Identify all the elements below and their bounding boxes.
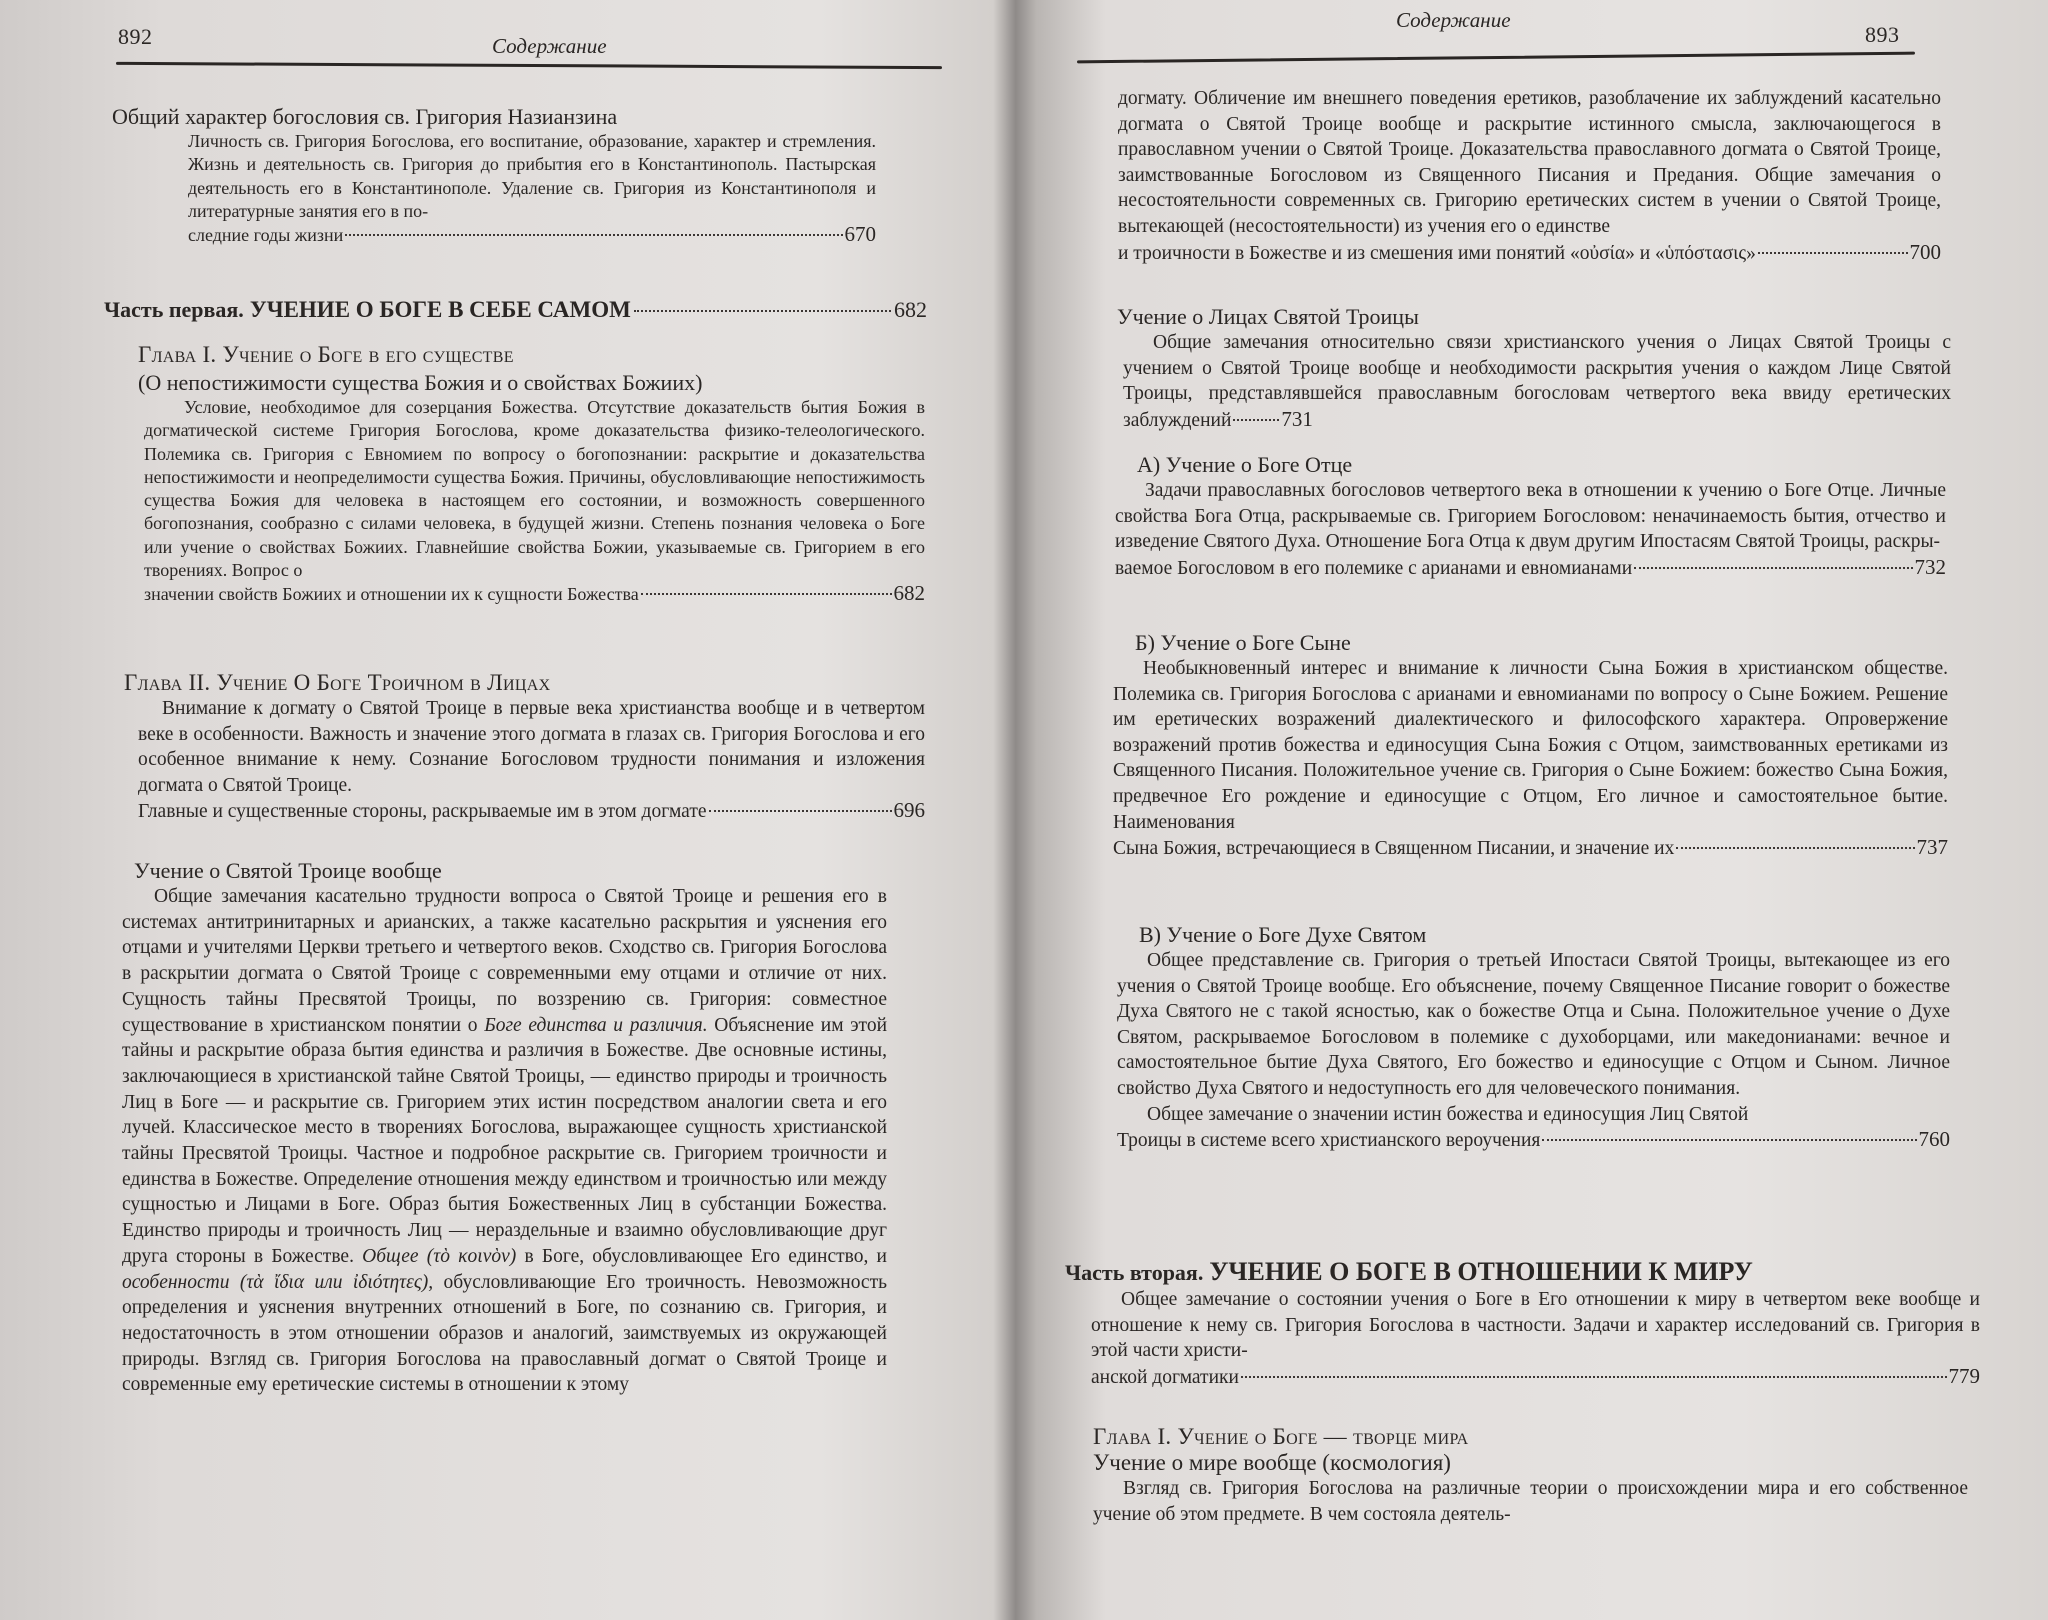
toc-entry xyxy=(1115,452,1946,581)
page-ref: 732 xyxy=(1914,554,1946,579)
toc-part[interactable] xyxy=(104,296,927,324)
page-ref: 670 xyxy=(844,222,876,247)
page-ref: 737 xyxy=(1916,835,1948,860)
toc-entry xyxy=(112,104,890,247)
page-number: 892 xyxy=(118,24,153,49)
toc-entry xyxy=(1093,1424,1968,1527)
entry-heading: Учение о Святой Троице вообще xyxy=(134,858,442,883)
toc-entry xyxy=(1117,922,1950,1154)
entry-last-line: анской догматики 779 xyxy=(1091,1363,1980,1388)
entry-text: Общее замечание о значении истин божества и единосущия Лиц Святой Троицы в системе всего христианского вероучения 760 xyxy=(1117,1102,1950,1154)
entry-text: догмату. Обличение им внешнего поведения еретиков, разоблачение их заблуждений касательно догмата о Святой Троице вообще и раскрытие истинного смысла, заключающегося в православном учении о Святой Троице. Доказательства православного догмата о Святой Троице, заимствованные Богословом из Священного Писания и Предания. Общие замечания о несостоятельности современных св. Григорию еретических систем в учении о Святой Троице, вытекающей (несостоятельности) из учения его о единстве и троичности в Божестве и из смешения ими понятий «οὐσία» и «ὑπόστασις» 700 xyxy=(1118,86,1941,266)
chapter-subtitle: Учение о мире вообще (космология) xyxy=(1093,1450,1451,1475)
entry-text: Задачи православных богословов четвертого века в отношении к учению о Боге Отце. Личные свойства Бога Отца, раскрываемые св. Григорием Богословом: неначинаемость бытия, отчество и изведение Святого Духа. Отношение Бога Отца к двум другим Ипостасям Святой Троицы, раскры- ваемое Богословом в его полемике с арианами и евномианами 732 xyxy=(1115,478,1946,581)
right-page xyxy=(1055,0,2048,1620)
running-head: Содержание xyxy=(492,34,607,58)
toc-entry xyxy=(122,858,887,1398)
entry-text: Условие, необходимое для созерцания Божества. Отсутствие доказательств бытия Божия в догматической системе Григория Богослова, кроме доказательства физико-телеологического. Полемика св. Григория с Евномием по вопросу о богопознании: раскрытие и доказательства непостижимости и неопределимости существа Божия. Причины, обусловливающие непостижимость существа Божия для человека в настоящем его состоянии, и возможность совершенного богопознания, сообразно с силами человека, в будущей жизни. Степень познания человека о Боге или учение о свойствах Божиих. Главнейшие свойства Божии, указываемые св. Григорием в его творениях. Вопрос о значении свойств Божиих и отношении их к сущности Божества 682 xyxy=(144,397,925,606)
toc-entry xyxy=(1117,304,1951,433)
chapter-title: Глава I. Учение о Боге в его существе xyxy=(138,342,514,367)
entry-last-line: ваемое Богословом в его полемике с арианами и евномианами 732 xyxy=(1115,554,1946,579)
part-label: Часть первая. xyxy=(104,297,244,322)
toc-entry xyxy=(1118,86,1941,266)
entry-last-line: Сына Божия, встречающиеся в Священном Писании, и значение их 737 xyxy=(1113,835,1948,860)
entry-heading: Общий характер богословия св. Григория Назианзина xyxy=(112,104,618,129)
entry-heading: Учение о Лицах Святой Троицы xyxy=(1117,304,1419,329)
entry-heading: В) Учение о Боге Духе Святом xyxy=(1139,922,1427,947)
header-rule xyxy=(116,62,942,69)
toc-part[interactable] xyxy=(1065,1258,1980,1390)
page-ref: 696 xyxy=(893,798,925,823)
entry-text: Общее представление св. Григория о третьей Ипостаси Святой Троицы, вытекающее из его учения о Святой Троице вообще. Его объяснение, почему Священное Писание говорит о божестве Духа Святого не с такой ясностью, как о божестве Отца и Сына. Положительное учение о Духе Святом, раскрываемое Богословом в полемике с духоборцами, или македонианами: вечное и самостоятельное бытие Духа Святого, Его божество и единосущие с Отцом и Сыном. Личное свойство Духа Святого и недоступность его для человеческого понимания. xyxy=(1117,950,1950,1099)
toc-entry xyxy=(124,670,925,825)
entry-heading: А) Учение о Боге Отце xyxy=(1137,452,1353,477)
entry-last-line: Троицы в системе всего христианского вероучения 760 xyxy=(1117,1127,1950,1152)
chapter-title: Глава II. Учение О Боге Троичном в Лицах xyxy=(124,670,551,695)
entry-last-line: следние годы жизни 670 xyxy=(188,222,876,247)
part-label: Часть вторая. xyxy=(1065,1260,1204,1285)
header-rule xyxy=(1077,52,1915,64)
entry-text: Внимание к догмату о Святой Троице в первые века христианства вообще и в четвертом веке в особенности. Важность и значение этого догмата в глазах св. Григория Богослова и его особенное внимание к нему. Сознание Богословом трудности понимания и изложения догмата о Святой Троице. Главные и существенные стороны, раскрываемые им в этом догмате 696 xyxy=(138,696,925,825)
part-title: УЧЕНИЕ О БОГЕ В СЕБЕ САМОМ xyxy=(249,297,631,322)
entry-heading: Б) Учение о Боге Сыне xyxy=(1135,630,1351,655)
page-ref: 779 xyxy=(1948,1363,1980,1388)
page-ref: 700 xyxy=(1909,239,1941,264)
chapter-title: Глава I. Учение о Боге — творце мира xyxy=(1093,1424,1469,1449)
page-ref: 682 xyxy=(894,297,927,322)
part-title: УЧЕНИЕ О БОГЕ В ОТНОШЕНИИ К МИРУ xyxy=(1209,1257,1753,1286)
entry-text: Личность св. Григория Богослова, его воспитание, образование, характер и стремления. Жизнь и деятельность св. Григория до прибытия его в Константинополь. Пастырская деятельность его в Константинополе. Удаление св. Григория из Константинополя и литературные занятия его в по- следние годы жизни 670 xyxy=(188,131,876,247)
entry-text: Общие замечания относительно связи христианского учения о Лицах Святой Троицы с учением о Святой Троице вообще и необходимости раскрытия учения о каждом Лице Святой Троицы, представлявшейся православным богословам четвертого века ввиду еретических заблуждений 731 xyxy=(1123,332,1951,431)
entry-text: Необыкновенный интерес и внимание к личности Сына Божия в христианском обществе. Полемика св. Григория Богослова с арианами и евномианами по вопросу о Сыне Божием. Решение им еретических возражений диалектического и философского характера. Опровержение возражений против божества и единосущия Сына Божия с Отцом, заимствованных еретиками из Священного Писания. Положительное учение св. Григория о Сыне Божием: божество Сына Божия, предвечное Его рождение и единосущие с Отцом, Его личное и самостоятельное бытие. Наименования Сына Божия, встречающиеся в Священном Писании, и значение их 737 xyxy=(1113,656,1948,862)
running-head: Содержание xyxy=(1396,8,1511,32)
left-page xyxy=(0,0,1005,1620)
page-ref: 760 xyxy=(1918,1127,1950,1152)
entry-last-line: значении свойств Божиих и отношении их к сущности Божества 682 xyxy=(144,581,925,606)
entry-text: Общее замечание о состоянии учения о Боге в Его отношении к миру в четвертом веке вообще и отношение к нему св. Григория Богослова в частности. Задачи и характер исследований св. Григория в этой части христи- анской догматики 779 xyxy=(1091,1287,1980,1390)
entry-text: Взгляд св. Григория Богослова на различные теории о происхождении мира и его собственное учение об этом предмете. В чем состояла деятель- xyxy=(1093,1478,1968,1525)
entry-text: Общие замечания касательно трудности вопроса о Святой Троице и решения его в системах антитринитарных и арианских, а также касательно раскрытия и уяснения его отцами и учителями Церкви третьего и четвертого веков. Сходство св. Григория Богослова в раскрытии догмата о Святой Троице с современными ему отцами и отличие от них. Сущность тайны Пресвятой Троицы, по воззрению св. Григория: совместное существование в христианском понятии о Боге единства и различия. Объяснение им этой тайны и раскрытие образа бытия единства и различия в Божестве. Две основные истины, заключающиеся в христианской тайне Святой Троицы, — единство природы и троичность Лиц в Боге — и раскрытие св. Григорием этих истин посредством аналогии света и его лучей. Классическое место в творениях Богослова, выражающее сущность христианской тайны Пресвятой Троицы. Частное и подробное раскрытие св. Григорием троичности и единства в Божестве. Определение отношения между единством и троичностью или между сущностью и Лицами в Боге. Образ бытия Божественных Лиц в субстанции Божества. Единство природы и троичность Лиц — нераздельные и взаимно обусловливающие друг друга стороны в Божестве. Общее (τὸ κοινὸν) в Боге, обусловливающее Его единство, и особенности (τὰ ἴδια или ἰδιότητες), обусловливающие Его троичность. Невозможность определения и уяснения внутренних отношений в Боге, по сознанию св. Григория, и недостаточность в этом отношении образов и аналогий, заимствуемых из окружающей природы. Взгляд св. Григория Богослова на православный догмат о Святой Троице и современные ему еретические системы в отношении к этому xyxy=(122,886,888,1396)
page-number: 893 xyxy=(1865,22,1900,47)
toc-entry xyxy=(138,342,925,607)
page-ref: 731 xyxy=(1281,406,1313,431)
chapter-subtitle: (О непостижимости существа Божия и о свойствах Божиих) xyxy=(138,370,703,395)
page-ref: 682 xyxy=(893,581,925,606)
toc-entry xyxy=(1113,630,1948,862)
entry-last-line: Главные и существенные стороны, раскрываемые им в этом догмате 696 xyxy=(138,798,925,823)
entry-last-line: и троичности в Божестве и из смешения ими понятий «οὐσία» и «ὑπόστασις» 700 xyxy=(1118,239,1941,264)
